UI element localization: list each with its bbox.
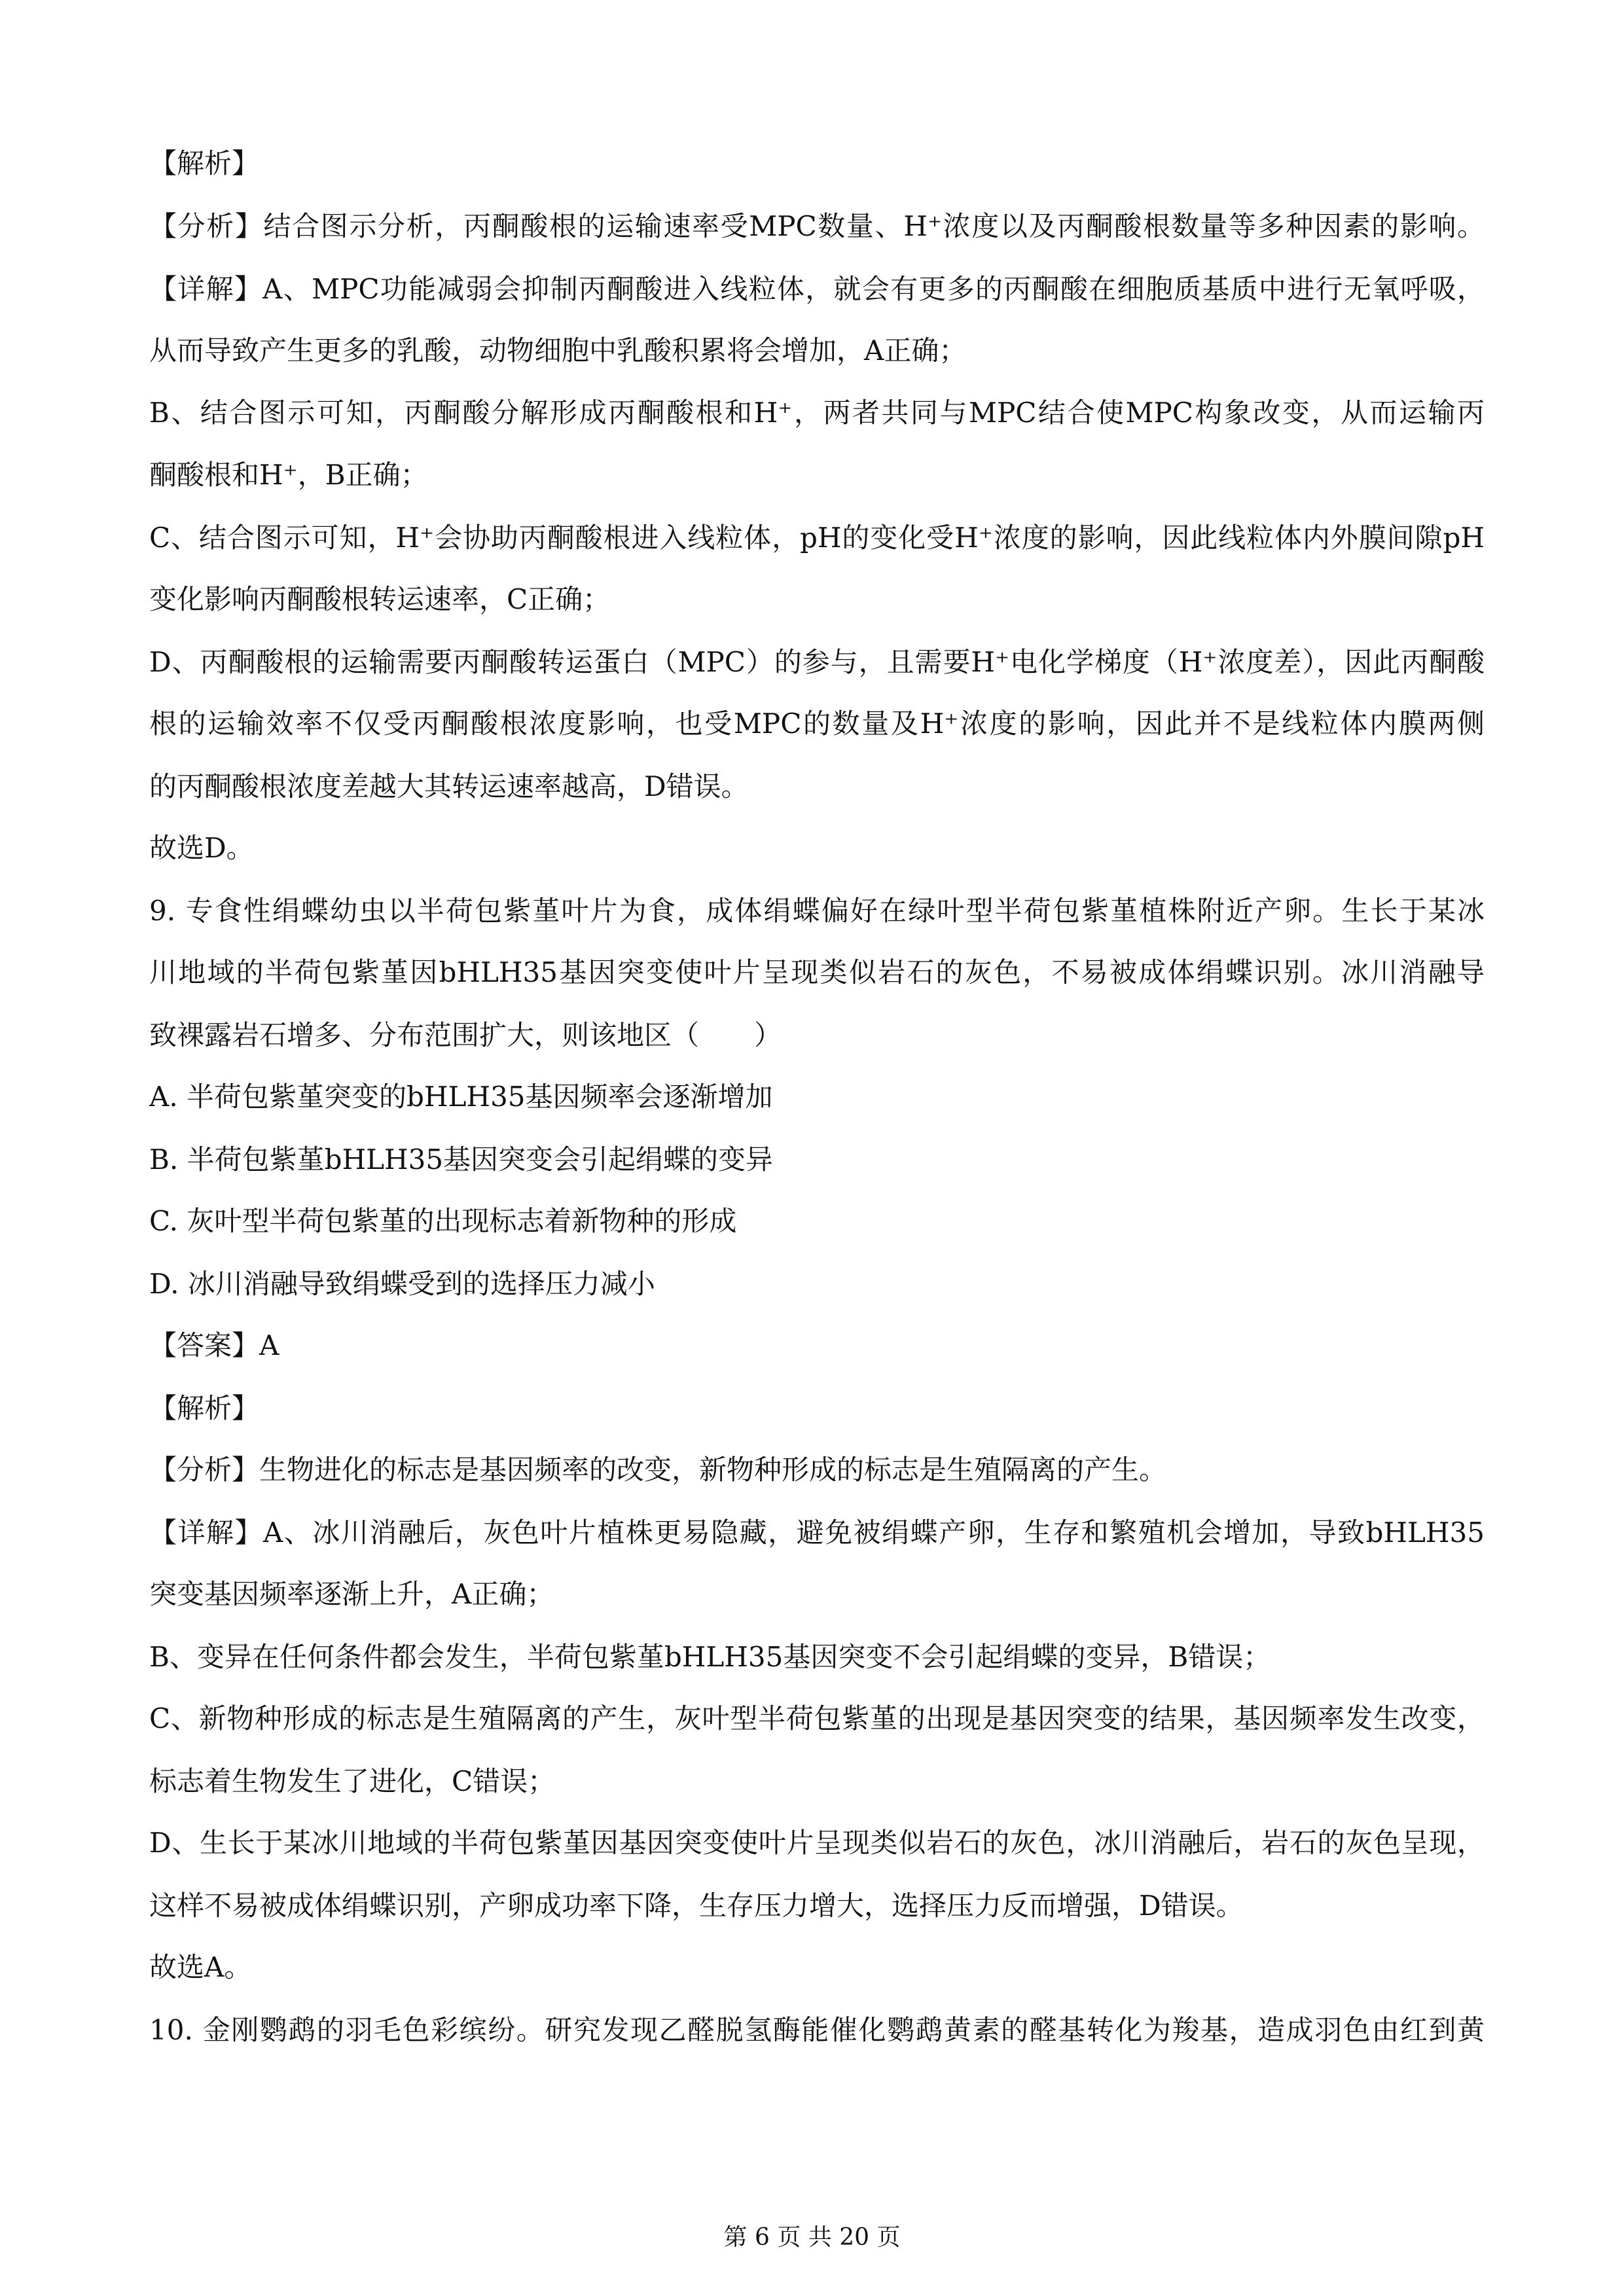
text-line: C、结合图示可知，H⁺会协助丙酮酸根进入线粒体，pH的变化受H⁺浓度的影响，因此线粒体内外膜间隙pH [149, 522, 1485, 554]
option-b: B. 半荷包紫堇bHLH35基因突变会引起绢蝶的变异 [149, 1143, 774, 1175]
text-line: 【详解】A、冰川消融后，灰色叶片植株更易隐藏，避免被绢蝶产卵，生存和繁殖机会增加，导致bHLH35 [149, 1516, 1485, 1549]
question-9-stem: 9. 专食性绢蝶幼虫以半荷包紫堇叶片为食，成体绢蝶偏好在绿叶型半荷包紫堇植株附近产卵。生长于某冰 [149, 895, 1485, 927]
text-line: 从而导致产生更多的乳酸，动物细胞中乳酸积累将会增加，A正确； [149, 334, 967, 367]
text-line: 川地域的半荷包紫堇因bHLH35基因突变使叶片呈现类似岩石的灰色，不易被成体绢蝶识别。冰川消融导 [149, 956, 1485, 988]
text-line: 致裸露岩石增多、分布范围扩大，则该地区（ ） [149, 1019, 782, 1051]
text-line: 故选D。 [149, 832, 254, 864]
text-line: 变化影响丙酮酸根转运速率，C正确； [149, 583, 611, 615]
text-line: D、丙酮酸根的运输需要丙酮酸转运蛋白（MPC）的参与，且需要H⁺电化学梯度（H⁺浓度差），因此丙酮酸 [149, 646, 1485, 678]
text-line: C、新物种形成的标志是生殖隔离的产生，灰叶型半荷包紫堇的出现是基因突变的结果，基因频率发生改变， [149, 1702, 1485, 1734]
text-line: B、结合图示可知，丙酮酸分解形成丙酮酸根和H⁺，两者共同与MPC结合使MPC构象改变，从而运输丙 [149, 397, 1485, 429]
text-line: 标志着生物发生了进化，C错误； [149, 1765, 556, 1797]
text-line: 【分析】结合图示分析，丙酮酸根的运输速率受MPC数量、H⁺浓度以及丙酮酸根数量等多种因素的影响。 [149, 210, 1485, 242]
text-line: 根的运输效率不仅受丙酮酸根浓度影响，也受MPC的数量及H⁺浓度的影响，因此并不是线粒体内膜两侧 [149, 708, 1485, 740]
option-c: C. 灰叶型半荷包紫堇的出现标志着新物种的形成 [149, 1205, 737, 1237]
text-line: 【详解】A、MPC功能减弱会抑制丙酮酸进入线粒体，就会有更多的丙酮酸在细胞质基质中进行无氧呼吸， [149, 273, 1485, 305]
option-d: D. 冰川消融导致绢蝶受到的选择压力减小 [149, 1268, 655, 1300]
text-line: 【解析】 [149, 147, 260, 179]
question-10-stem: 10. 金刚鹦鹉的羽毛色彩缤纷。研究发现乙醛脱氢酶能催化鹦鹉黄素的醛基转化为羧基，造成羽色由红到黄 [149, 2014, 1485, 2046]
text-line: 【解析】 [149, 1392, 260, 1424]
text-line: 酮酸根和H⁺，B正确； [149, 459, 428, 491]
text-line: 【分析】生物进化的标志是基因频率的改变，新物种形成的标志是生殖隔离的产生。 [149, 1454, 1167, 1486]
answer-label: 【答案】A [149, 1329, 280, 1361]
text-line: 突变基因频率逐渐上升，A正确； [149, 1578, 554, 1610]
text-line: 这样不易被成体绢蝶识别，产卵成功率下降，生存压力增大，选择压力反而增强，D错误。 [149, 1890, 1244, 1922]
text-line: D、生长于某冰川地域的半荷包紫堇因基因突变使叶片呈现类似岩石的灰色，冰川消融后，岩石的灰色呈现， [149, 1827, 1485, 1859]
option-a: A. 半荷包紫堇突变的bHLH35基因频率会逐渐增加 [149, 1081, 773, 1113]
page-footer: 第 6 页 共 20 页 [723, 2224, 901, 2251]
text-line: B、变异在任何条件都会发生，半荷包紫堇bHLH35基因突变不会引起绢蝶的变异，B错误； [149, 1641, 1271, 1673]
text-line: 的丙酮酸根浓度差越大其转运速率越高，D错误。 [149, 770, 749, 802]
text-line: 故选A。 [149, 1951, 252, 1983]
